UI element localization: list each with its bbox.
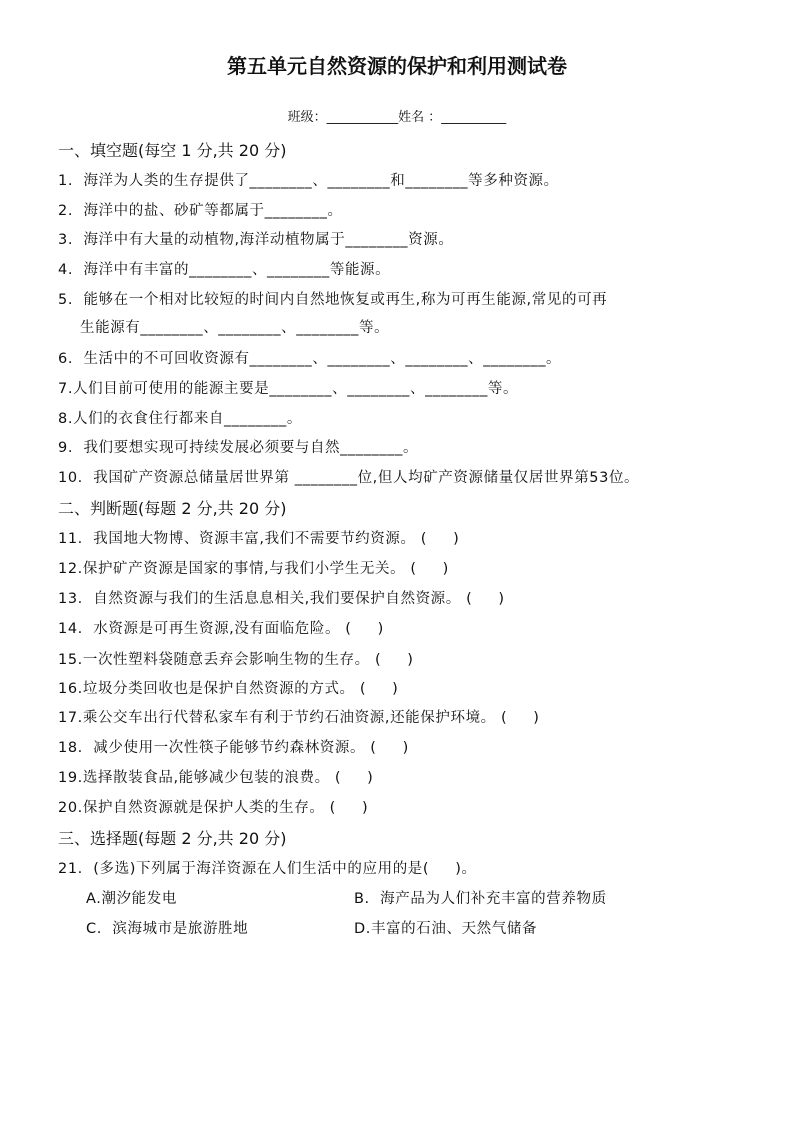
question-1: 1. 海洋为人类的生存提供了________、________和________等多种资源。 (58, 173, 559, 189)
question-10: 10. 我国矿产资源总储量居世界第 ________位,但人均矿产资源储量仅居世界第53位。 (58, 470, 640, 486)
question-16: 16.垃圾分类回收也是保护自然资源的方式。 ( ) (58, 681, 399, 697)
question-12: 12.保护矿产资源是国家的事情,与我们小学生无关。 ( ) (58, 561, 449, 577)
question-2: 2. 海洋中的盐、砂矿等都属于________。 (58, 203, 343, 219)
section-choice: 三、选择题(每题 2 分,共 20 分) (58, 829, 287, 848)
question-4: 4. 海洋中有丰富的________、________等能源。 (58, 262, 391, 278)
option-d: D.丰富的石油、天然气储备 (354, 921, 538, 937)
question-20: 20.保护自然资源就是保护人类的生存。 ( ) (58, 800, 369, 816)
class-name-line: 班级：___________姓名 ：__________ (287, 110, 507, 125)
question-21: 21. (多选)下列属于海洋资源在人们生活中的应用的是( )。 (58, 861, 477, 877)
question-3: 3. 海洋中有大量的动植物,海洋动植物属于________资源。 (58, 232, 454, 248)
section-fill-blank: 一、填空题(每空 1 分,共 20 分) (58, 141, 287, 160)
option-a: A.潮汐能发电 (86, 891, 177, 907)
question-11: 11. 我国地大物博、资源丰富,我们不需要节约资源。 ( ) (58, 531, 460, 547)
question-5-continued: 生能源有________、________、________等。 (80, 320, 390, 336)
question-17: 17.乘公交车出行代替私家车有利于节约石油资源,还能保护环境。 ( ) (58, 710, 540, 726)
option-c: C. 滨海城市是旅游胜地 (86, 921, 249, 937)
question-9: 9. 我们要想实现可持续发展必须要与自然________。 (58, 440, 419, 456)
question-6: 6. 生活中的不可回收资源有________、________、________、________。 (58, 351, 562, 367)
question-15: 15.一次性塑料袋随意丢弃会影响生物的生存。 ( ) (58, 652, 414, 668)
exam-title: 第五单元自然资源的保护和利用测试卷 (227, 54, 567, 78)
question-8: 8.人们的衣食住行都来自________。 (58, 411, 302, 427)
question-5: 5. 能够在一个相对比较短的时间内自然地恢复或再生,称为可再生能源,常见的可再 (58, 292, 608, 308)
section-judgement: 二、判断题(每题 2 分,共 20 分) (58, 499, 287, 518)
question-19: 19.选择散装食品,能够减少包装的浪费。 ( ) (58, 770, 374, 786)
question-14: 14. 水资源是可再生资源,没有面临危险。 ( ) (58, 621, 384, 637)
question-13: 13. 自然资源与我们的生活息息相关,我们要保护自然资源。 ( ) (58, 591, 505, 607)
question-18: 18. 减少使用一次性筷子能够节约森林资源。 ( ) (58, 740, 409, 756)
question-7: 7.人们目前可使用的能源主要是________、________、________等。 (58, 381, 519, 397)
option-b: B. 海产品为人们补充丰富的营养物质 (354, 891, 607, 907)
